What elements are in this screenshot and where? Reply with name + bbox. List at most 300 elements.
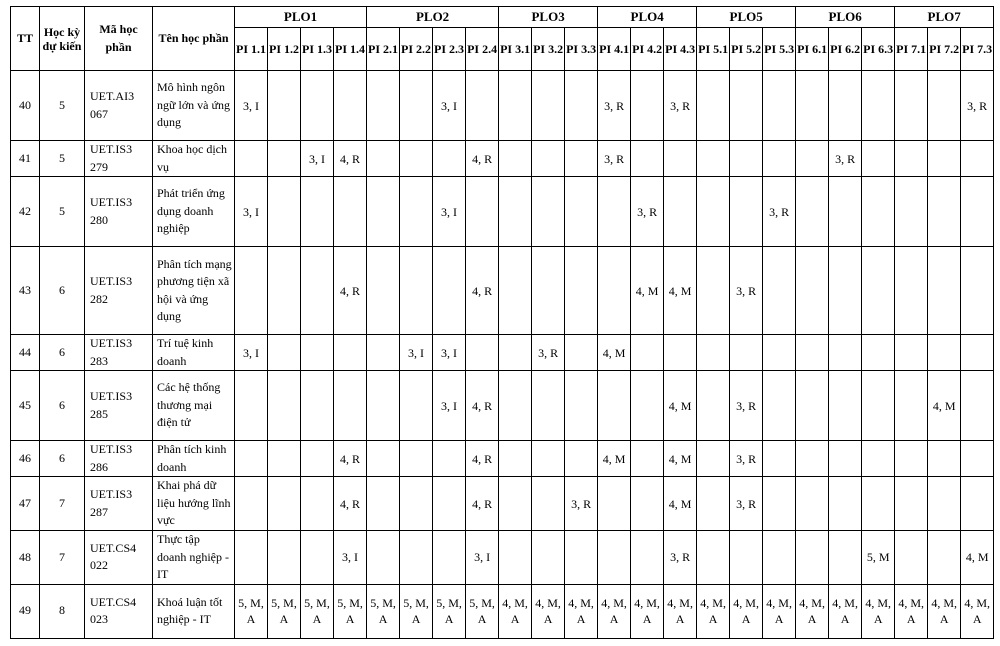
mapping-cell: 4, M, A	[763, 584, 796, 638]
course-name: Mô hình ngôn ngữ lớn và ứng dụng	[153, 71, 235, 141]
mapping-cell	[499, 247, 532, 335]
mapping-cell	[796, 71, 829, 141]
mapping-cell	[928, 141, 961, 177]
mapping-cell	[631, 477, 664, 531]
mapping-cell: 3, R	[631, 177, 664, 247]
mapping-cell	[268, 247, 301, 335]
plo-mapping-table	[10, 6, 994, 639]
mapping-cell	[895, 71, 928, 141]
row-semester: 7	[40, 477, 85, 531]
header-pi: PI 1.1	[235, 28, 268, 71]
mapping-cell	[433, 531, 466, 585]
mapping-cell: 3, R	[598, 71, 631, 141]
mapping-cell: 4, M	[631, 247, 664, 335]
header-pi: PI 6.2	[829, 28, 862, 71]
mapping-cell	[961, 441, 994, 477]
mapping-cell	[631, 371, 664, 441]
mapping-cell	[235, 531, 268, 585]
mapping-cell	[763, 371, 796, 441]
course-name: Phân tích kinh doanh	[153, 441, 235, 477]
table-row	[11, 71, 994, 141]
mapping-cell	[829, 371, 862, 441]
mapping-cell	[796, 335, 829, 371]
mapping-cell	[268, 531, 301, 585]
mapping-cell	[565, 141, 598, 177]
mapping-cell	[499, 371, 532, 441]
mapping-cell	[961, 177, 994, 247]
mapping-cell	[829, 177, 862, 247]
header-pi: PI 2.4	[466, 28, 499, 71]
mapping-cell: 3, R	[961, 71, 994, 141]
mapping-cell: 4, M, A	[631, 584, 664, 638]
mapping-cell: 3, R	[730, 247, 763, 335]
mapping-cell	[664, 335, 697, 371]
mapping-cell	[961, 247, 994, 335]
mapping-cell	[697, 335, 730, 371]
table-row	[11, 531, 994, 585]
mapping-cell: 5, M, A	[433, 584, 466, 638]
mapping-cell	[895, 477, 928, 531]
table-row	[11, 177, 994, 247]
header-pi: PI 3.1	[499, 28, 532, 71]
course-code: UET.IS3 285	[85, 371, 153, 441]
mapping-cell	[400, 247, 433, 335]
mapping-cell: 5, M, A	[268, 584, 301, 638]
mapping-cell	[895, 371, 928, 441]
mapping-cell	[829, 441, 862, 477]
mapping-cell	[268, 441, 301, 477]
mapping-cell	[763, 531, 796, 585]
course-name: Khoa học dịch vụ	[153, 141, 235, 177]
course-name: Khoá luận tốt nghiệp - IT	[153, 584, 235, 638]
mapping-cell	[334, 71, 367, 141]
mapping-cell	[235, 477, 268, 531]
header-pi: PI 2.1	[367, 28, 400, 71]
row-number: 41	[11, 141, 40, 177]
mapping-cell: 4, M, A	[895, 584, 928, 638]
mapping-cell: 4, M, A	[565, 584, 598, 638]
row-semester: 6	[40, 335, 85, 371]
mapping-cell: 3, I	[400, 335, 433, 371]
mapping-cell	[631, 141, 664, 177]
course-code: UET.IS3 286	[85, 441, 153, 477]
mapping-cell	[928, 531, 961, 585]
header-pi: PI 7.3	[961, 28, 994, 71]
header-pi: PI 7.2	[928, 28, 961, 71]
mapping-cell	[895, 177, 928, 247]
mapping-cell	[730, 531, 763, 585]
mapping-cell	[664, 177, 697, 247]
header-pi: PI 2.2	[400, 28, 433, 71]
table-body	[11, 71, 994, 639]
mapping-cell: 4, M, A	[664, 584, 697, 638]
mapping-cell	[598, 247, 631, 335]
mapping-cell	[895, 441, 928, 477]
mapping-cell	[532, 247, 565, 335]
mapping-cell	[301, 177, 334, 247]
mapping-cell	[631, 335, 664, 371]
header-pi: PI 4.3	[664, 28, 697, 71]
mapping-cell	[499, 477, 532, 531]
mapping-cell	[565, 441, 598, 477]
mapping-cell	[400, 441, 433, 477]
mapping-cell	[895, 141, 928, 177]
mapping-cell	[598, 531, 631, 585]
course-code: UET.IS3 287	[85, 477, 153, 531]
mapping-cell: 3, R	[829, 141, 862, 177]
mapping-cell	[565, 335, 598, 371]
mapping-cell	[532, 477, 565, 531]
mapping-cell	[367, 335, 400, 371]
mapping-cell	[466, 177, 499, 247]
header-pi: PI 1.4	[334, 28, 367, 71]
mapping-cell	[862, 71, 895, 141]
mapping-cell	[862, 141, 895, 177]
header-row-plo	[11, 7, 994, 28]
row-number: 45	[11, 371, 40, 441]
mapping-cell	[928, 177, 961, 247]
mapping-cell	[697, 477, 730, 531]
mapping-cell	[862, 247, 895, 335]
mapping-cell: 4, M, A	[598, 584, 631, 638]
mapping-cell	[367, 441, 400, 477]
course-name: Trí tuệ kinh doanh	[153, 335, 235, 371]
header-pi: PI 3.2	[532, 28, 565, 71]
mapping-cell	[796, 441, 829, 477]
mapping-cell: 3, I	[466, 531, 499, 585]
mapping-cell: 4, M, A	[961, 584, 994, 638]
mapping-cell	[499, 71, 532, 141]
mapping-cell	[928, 247, 961, 335]
mapping-cell	[961, 141, 994, 177]
mapping-cell: 5, M, A	[334, 584, 367, 638]
mapping-cell	[763, 335, 796, 371]
course-code: UET.IS3 279	[85, 141, 153, 177]
mapping-cell: 3, I	[301, 141, 334, 177]
mapping-cell: 3, I	[433, 335, 466, 371]
mapping-cell	[796, 531, 829, 585]
mapping-cell	[499, 441, 532, 477]
mapping-cell	[268, 335, 301, 371]
table-row	[11, 247, 994, 335]
mapping-cell	[565, 247, 598, 335]
mapping-cell: 4, M, A	[730, 584, 763, 638]
mapping-cell: 4, R	[466, 477, 499, 531]
mapping-cell	[301, 247, 334, 335]
mapping-cell	[895, 335, 928, 371]
mapping-cell	[301, 441, 334, 477]
mapping-cell: 3, I	[235, 177, 268, 247]
mapping-cell	[565, 371, 598, 441]
mapping-cell: 3, I	[235, 335, 268, 371]
table-row	[11, 141, 994, 177]
mapping-cell: 4, M, A	[928, 584, 961, 638]
mapping-cell: 4, M, A	[532, 584, 565, 638]
mapping-cell	[367, 141, 400, 177]
mapping-cell	[895, 531, 928, 585]
mapping-cell	[697, 141, 730, 177]
mapping-cell	[367, 247, 400, 335]
mapping-cell	[268, 71, 301, 141]
mapping-cell	[862, 371, 895, 441]
mapping-cell: 3, R	[565, 477, 598, 531]
mapping-cell: 3, R	[532, 335, 565, 371]
header-pi: PI 1.2	[268, 28, 301, 71]
mapping-cell: 3, R	[598, 141, 631, 177]
mapping-cell	[268, 371, 301, 441]
row-number: 42	[11, 177, 40, 247]
mapping-cell: 5, M, A	[400, 584, 433, 638]
mapping-cell	[598, 177, 631, 247]
row-semester: 6	[40, 441, 85, 477]
table-row	[11, 441, 994, 477]
mapping-cell: 4, R	[466, 371, 499, 441]
mapping-cell: 4, M	[598, 335, 631, 371]
mapping-cell: 3, R	[730, 477, 763, 531]
course-name: Thực tập doanh nghiệp - IT	[153, 531, 235, 585]
mapping-cell	[631, 71, 664, 141]
mapping-cell	[433, 247, 466, 335]
row-number: 47	[11, 477, 40, 531]
mapping-cell	[697, 441, 730, 477]
mapping-cell	[301, 335, 334, 371]
mapping-cell: 4, M	[664, 371, 697, 441]
mapping-cell	[697, 371, 730, 441]
mapping-cell	[961, 371, 994, 441]
mapping-cell: 4, M	[664, 441, 697, 477]
mapping-cell: 5, M, A	[367, 584, 400, 638]
mapping-cell	[301, 531, 334, 585]
mapping-cell: 4, R	[334, 477, 367, 531]
mapping-cell	[763, 441, 796, 477]
mapping-cell	[730, 177, 763, 247]
header-pi: PI 5.2	[730, 28, 763, 71]
table-row	[11, 335, 994, 371]
header-pi: PI 7.1	[895, 28, 928, 71]
mapping-cell	[532, 177, 565, 247]
mapping-cell	[532, 531, 565, 585]
mapping-cell	[829, 247, 862, 335]
mapping-cell	[631, 441, 664, 477]
mapping-cell	[697, 247, 730, 335]
mapping-cell: 4, M, A	[829, 584, 862, 638]
header-pi: PI 1.3	[301, 28, 334, 71]
mapping-cell	[730, 335, 763, 371]
mapping-cell	[499, 335, 532, 371]
mapping-cell: 4, M	[928, 371, 961, 441]
mapping-cell	[664, 141, 697, 177]
mapping-cell	[532, 371, 565, 441]
header-pi: PI 3.3	[565, 28, 598, 71]
row-semester: 6	[40, 247, 85, 335]
mapping-cell: 4, M, A	[862, 584, 895, 638]
mapping-cell: 3, R	[664, 531, 697, 585]
mapping-cell	[763, 141, 796, 177]
course-code: UET.IS3 280	[85, 177, 153, 247]
mapping-cell	[928, 441, 961, 477]
mapping-cell	[730, 141, 763, 177]
mapping-cell: 5, M	[862, 531, 895, 585]
course-code: UET.CS4 023	[85, 584, 153, 638]
header-pi: PI 4.2	[631, 28, 664, 71]
mapping-cell	[400, 477, 433, 531]
mapping-cell	[400, 141, 433, 177]
mapping-cell	[532, 141, 565, 177]
mapping-cell	[235, 247, 268, 335]
row-semester: 5	[40, 71, 85, 141]
mapping-cell	[697, 71, 730, 141]
header-plo3: PLO3	[499, 7, 598, 28]
row-number: 49	[11, 584, 40, 638]
mapping-cell	[400, 71, 433, 141]
mapping-cell	[433, 441, 466, 477]
header-pi: PI 5.1	[697, 28, 730, 71]
course-name: Phát triển ứng dụng doanh nghiệp	[153, 177, 235, 247]
mapping-cell: 4, M, A	[499, 584, 532, 638]
mapping-cell	[499, 177, 532, 247]
header-pi: PI 5.3	[763, 28, 796, 71]
mapping-cell	[367, 477, 400, 531]
mapping-cell	[301, 371, 334, 441]
header-pi: PI 6.3	[862, 28, 895, 71]
mapping-cell	[433, 477, 466, 531]
mapping-cell	[928, 335, 961, 371]
mapping-cell: 4, M, A	[796, 584, 829, 638]
header-plo7: PLO7	[895, 7, 994, 28]
mapping-cell	[829, 477, 862, 531]
mapping-cell	[763, 71, 796, 141]
row-semester: 8	[40, 584, 85, 638]
mapping-cell	[334, 177, 367, 247]
mapping-cell: 4, M	[664, 477, 697, 531]
header-plo6: PLO6	[796, 7, 895, 28]
mapping-cell: 5, M, A	[466, 584, 499, 638]
header-pi: PI 2.3	[433, 28, 466, 71]
table-row	[11, 477, 994, 531]
mapping-cell	[235, 371, 268, 441]
mapping-cell	[862, 177, 895, 247]
mapping-cell	[796, 477, 829, 531]
row-number: 46	[11, 441, 40, 477]
mapping-cell	[895, 247, 928, 335]
mapping-cell: 4, R	[334, 247, 367, 335]
mapping-cell: 4, R	[334, 441, 367, 477]
mapping-cell	[334, 371, 367, 441]
mapping-cell: 5, M, A	[301, 584, 334, 638]
row-semester: 7	[40, 531, 85, 585]
mapping-cell	[928, 71, 961, 141]
mapping-cell	[565, 531, 598, 585]
row-semester: 6	[40, 371, 85, 441]
header-plo1: PLO1	[235, 7, 367, 28]
header-semester: Học kỳ dự kiến	[40, 7, 85, 71]
mapping-cell	[235, 441, 268, 477]
row-semester: 5	[40, 141, 85, 177]
mapping-cell: 4, R	[334, 141, 367, 177]
mapping-cell	[565, 71, 598, 141]
row-number: 43	[11, 247, 40, 335]
mapping-cell: 3, R	[664, 71, 697, 141]
mapping-cell	[862, 335, 895, 371]
course-name: Các hệ thống thương mại điện tử	[153, 371, 235, 441]
mapping-cell	[763, 247, 796, 335]
course-name: Khai phá dữ liệu hướng lĩnh vực	[153, 477, 235, 531]
mapping-cell	[862, 441, 895, 477]
mapping-cell	[829, 71, 862, 141]
mapping-cell	[565, 177, 598, 247]
mapping-cell	[697, 177, 730, 247]
mapping-cell: 3, I	[433, 177, 466, 247]
table-row	[11, 584, 994, 638]
mapping-cell: 4, M	[961, 531, 994, 585]
mapping-cell	[532, 441, 565, 477]
mapping-cell: 5, M, A	[235, 584, 268, 638]
mapping-cell	[367, 371, 400, 441]
mapping-cell	[499, 531, 532, 585]
mapping-cell	[268, 477, 301, 531]
mapping-cell: 4, M	[664, 247, 697, 335]
row-semester: 5	[40, 177, 85, 247]
mapping-cell	[697, 531, 730, 585]
mapping-cell	[928, 477, 961, 531]
mapping-cell	[961, 477, 994, 531]
mapping-cell	[301, 71, 334, 141]
mapping-cell	[466, 71, 499, 141]
mapping-cell	[367, 531, 400, 585]
mapping-cell: 4, M	[598, 441, 631, 477]
mapping-cell	[400, 177, 433, 247]
mapping-cell: 3, R	[763, 177, 796, 247]
mapping-cell	[763, 477, 796, 531]
mapping-cell	[268, 141, 301, 177]
mapping-cell	[400, 531, 433, 585]
mapping-cell	[796, 247, 829, 335]
course-code: UET.CS4 022	[85, 531, 153, 585]
mapping-cell	[466, 335, 499, 371]
course-code: UET.IS3 282	[85, 247, 153, 335]
header-pi: PI 4.1	[598, 28, 631, 71]
header-plo5: PLO5	[697, 7, 796, 28]
mapping-cell	[598, 371, 631, 441]
mapping-cell	[301, 477, 334, 531]
table-row	[11, 371, 994, 441]
mapping-cell: 3, I	[334, 531, 367, 585]
mapping-cell	[796, 177, 829, 247]
mapping-cell: 3, I	[433, 71, 466, 141]
row-number: 40	[11, 71, 40, 141]
mapping-cell	[268, 177, 301, 247]
course-name: Phân tích mạng phương tiện xã hội và ứng dụng	[153, 247, 235, 335]
mapping-cell	[961, 335, 994, 371]
mapping-cell	[433, 141, 466, 177]
mapping-cell	[532, 71, 565, 141]
course-code: UET.AI3 067	[85, 71, 153, 141]
mapping-cell: 3, I	[433, 371, 466, 441]
mapping-cell	[631, 531, 664, 585]
mapping-cell: 3, R	[730, 441, 763, 477]
mapping-cell	[598, 477, 631, 531]
row-number: 48	[11, 531, 40, 585]
course-code: UET.IS3 283	[85, 335, 153, 371]
mapping-cell	[796, 371, 829, 441]
header-plo2: PLO2	[367, 7, 499, 28]
mapping-cell: 3, R	[730, 371, 763, 441]
mapping-cell	[367, 177, 400, 247]
mapping-cell: 3, I	[235, 71, 268, 141]
mapping-cell: 4, R	[466, 247, 499, 335]
mapping-cell	[235, 141, 268, 177]
mapping-cell: 4, R	[466, 441, 499, 477]
